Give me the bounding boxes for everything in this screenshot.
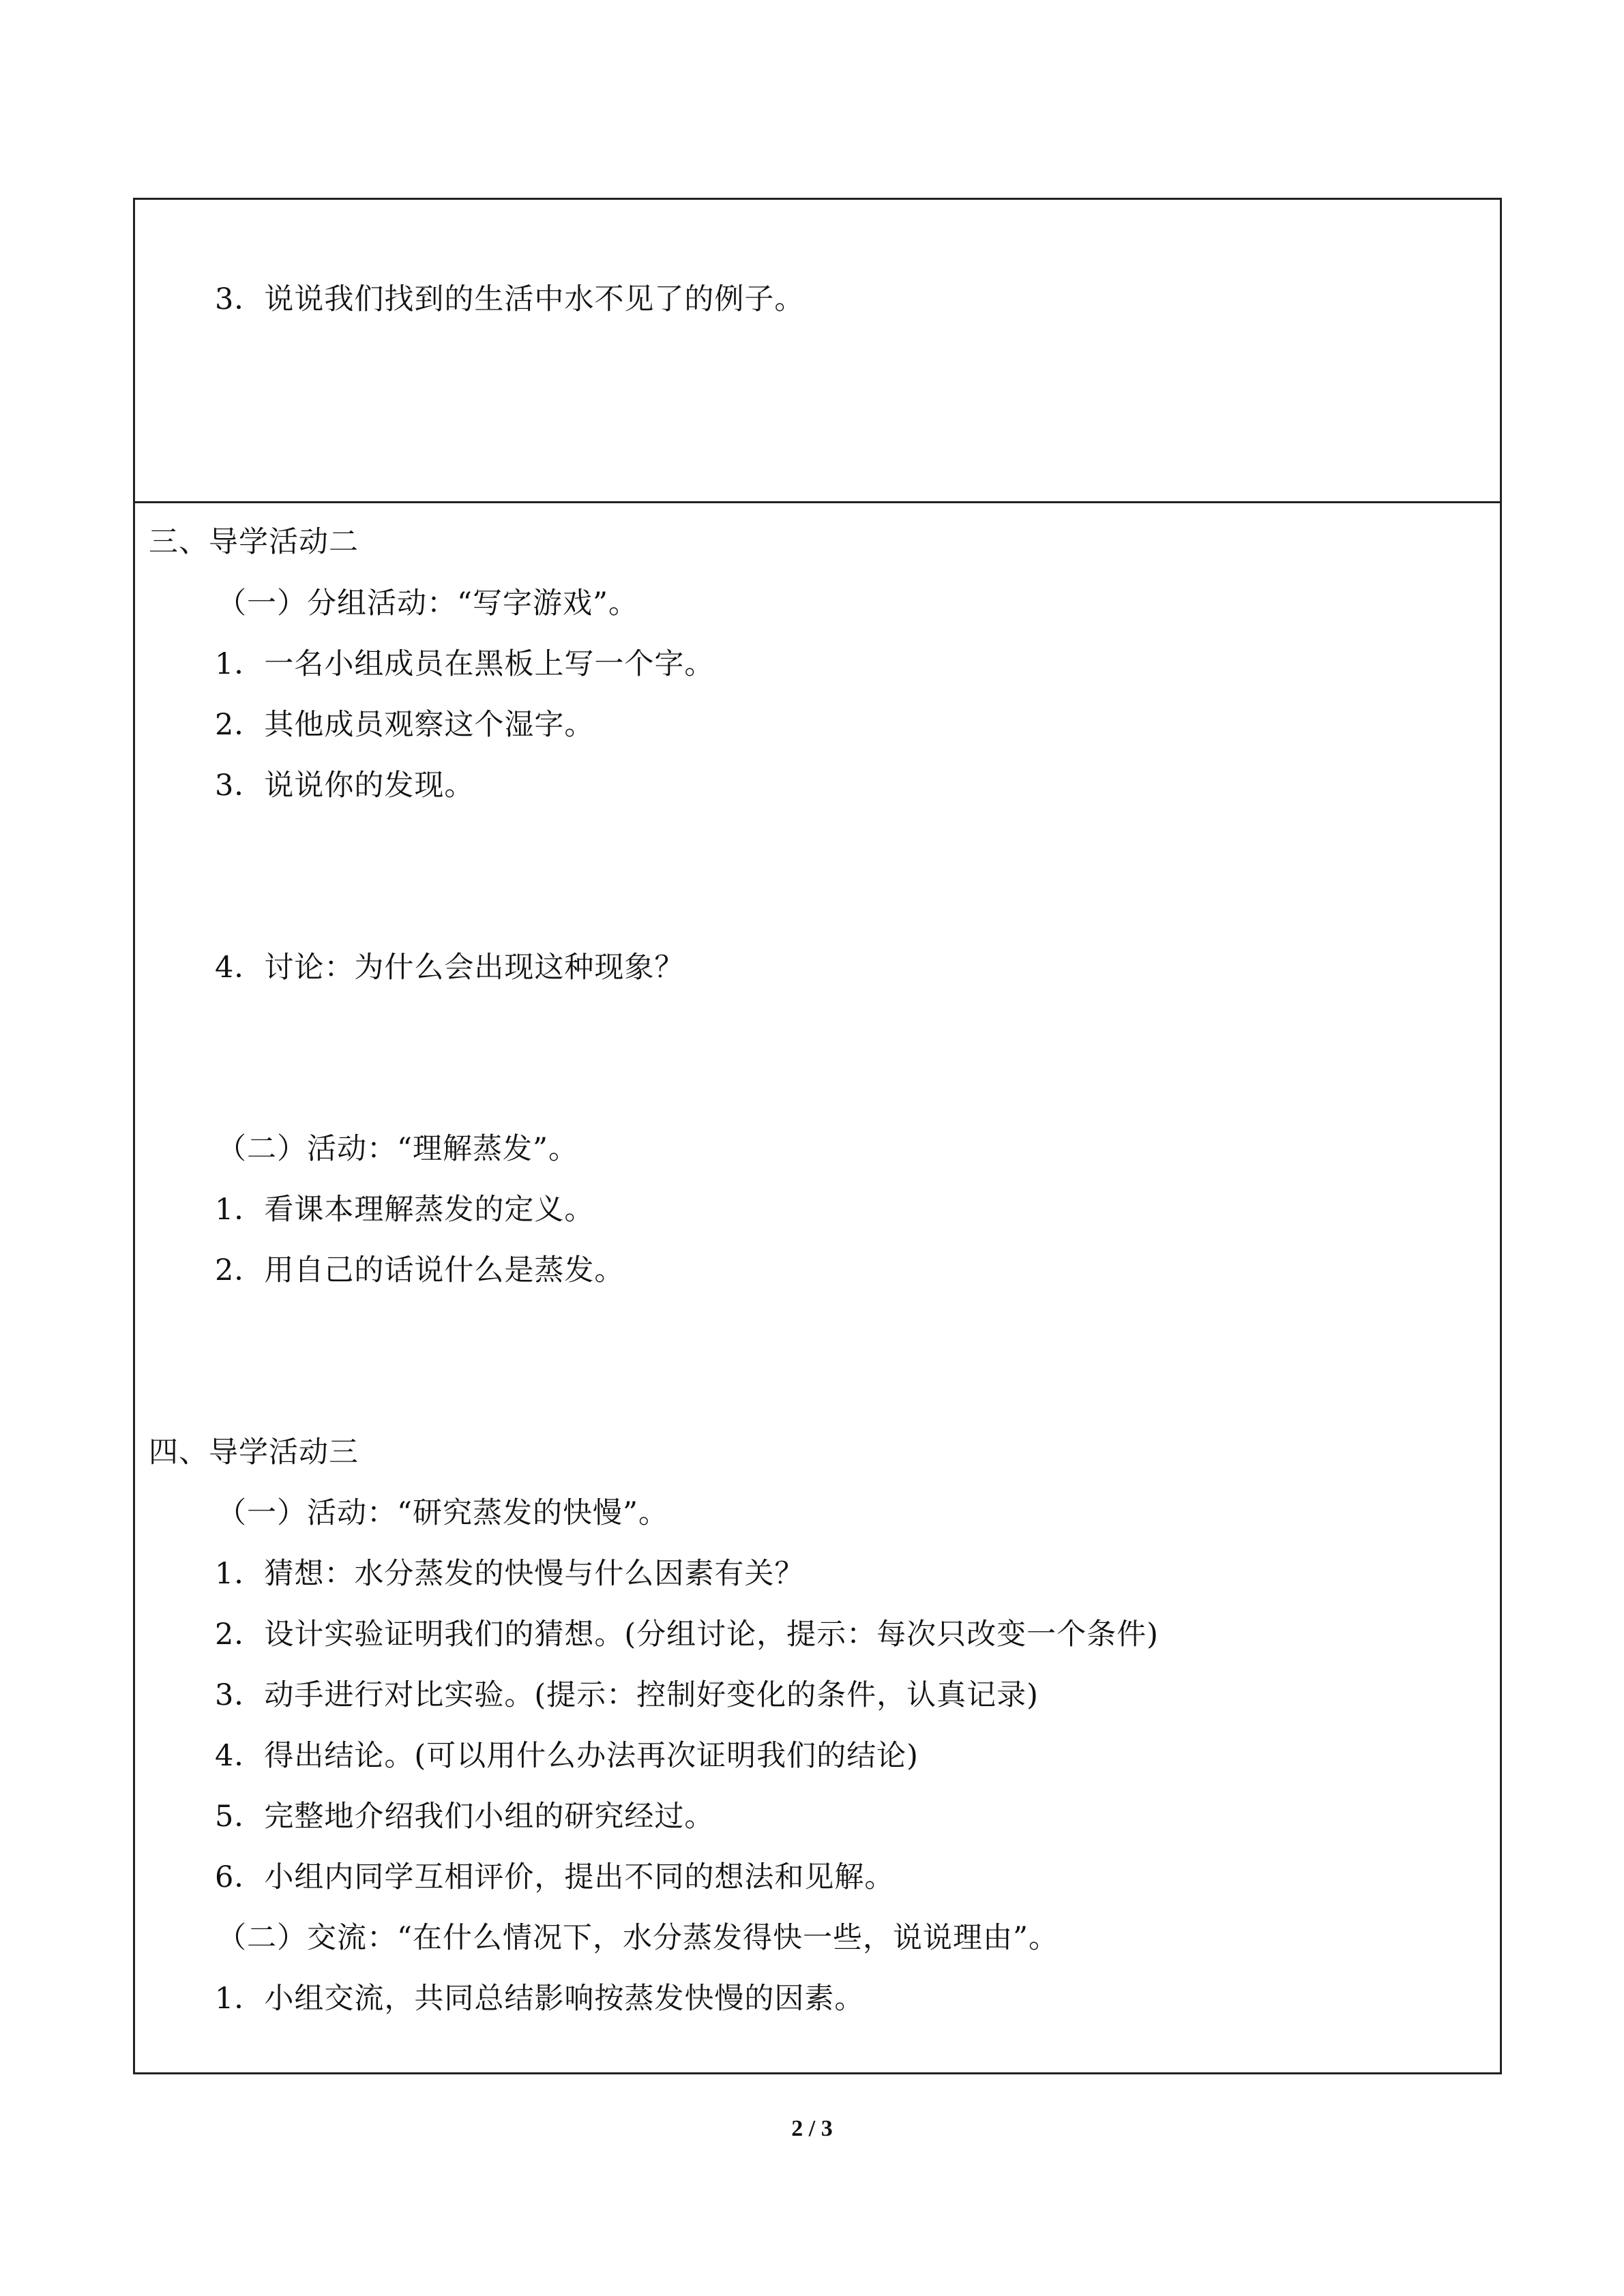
section4-part1-item-2: 2．设计实验证明我们的猜想。(分组讨论，提示：每次只改变一个条件) <box>215 1617 1159 1652</box>
section3-part2-title: （二）活动：“理解蒸发”。 <box>217 1132 578 1166</box>
section3-part2-item-1: 1．看课本理解蒸发的定义。 <box>215 1193 595 1227</box>
section4-part1-item-6: 6．小组内同学互相评价，提出不同的想法和见解。 <box>215 1860 895 1894</box>
section4-part2-item-1: 1．小组交流，共同总结影响按蒸发快慢的因素。 <box>215 1982 865 2016</box>
section3-part2-item-2: 2．用自己的话说什么是蒸发。 <box>215 1253 625 1287</box>
page-number: 2 / 3 <box>791 2116 833 2141</box>
section3-part1-item-2: 2．其他成员观察这个湿字。 <box>215 708 595 742</box>
section4-heading: 四、导学活动三 <box>149 1435 359 1470</box>
section3-part1-title: （一）分组活动：“写字游戏”。 <box>217 586 638 621</box>
section4-part1-item-1: 1．猜想：水分蒸发的快慢与什么因素有关？ <box>215 1557 805 1591</box>
section4-part1-item-3: 3．动手进行对比实验。(提示：控制好变化的条件，认真记录) <box>215 1678 1039 1712</box>
section4-part1-item-4: 4．得出结论。(可以用什么办法再次证明我们的结论) <box>215 1739 919 1773</box>
section3-part1-item-3: 3．说说你的发现。 <box>215 769 475 803</box>
row-divider <box>135 501 1500 503</box>
section4-part1-item-5: 5．完整地介绍我们小组的研究经过。 <box>215 1800 715 1834</box>
section3-part1-item-1: 1．一名小组成员在黑板上写一个字。 <box>215 647 715 681</box>
section4-part2-title: （二）交流：“在什么情况下，水分蒸发得快一些，说说理由”。 <box>217 1921 1059 1955</box>
cell1-item-3: 3．说说我们找到的生活中水不见了的例子。 <box>215 282 805 316</box>
section3-heading: 三、导学活动二 <box>149 525 359 559</box>
section3-part1-item-4: 4．讨论：为什么会出现这种现象？ <box>215 951 685 985</box>
section4-part1-title: （一）活动：“研究蒸发的快慢”。 <box>217 1496 668 1530</box>
